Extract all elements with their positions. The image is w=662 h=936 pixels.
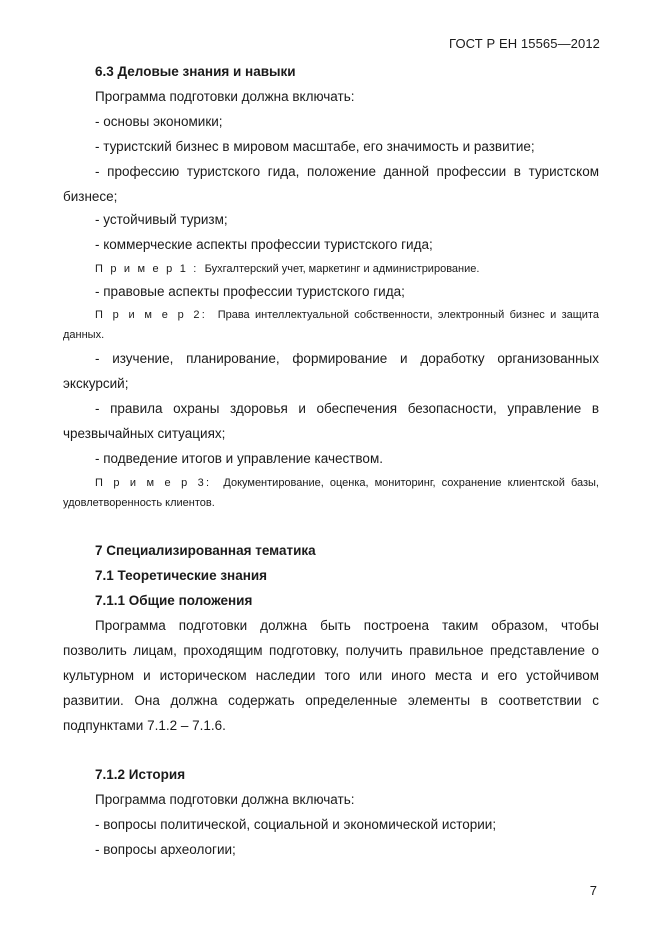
- section-7-heading: 7 Специализированная тематика: [95, 543, 316, 558]
- list-item: - правовые аспекты профессии туристского гида;: [95, 284, 405, 299]
- list-item: - профессию туристского гида, положение данной профессии в туристском бизнесе;: [63, 164, 599, 204]
- list-item: - коммерческие аспекты профессии туристского гида;: [95, 237, 433, 252]
- example-label: П р и м е р 1 :: [95, 263, 199, 275]
- example-text: Бухгалтерский учет, маркетинг и администрирование.: [204, 263, 480, 275]
- example-label: П р и м е р 2:: [95, 309, 207, 321]
- section-7-1-heading: 7.1 Теоретические знания: [95, 568, 268, 583]
- list-item: - правила охраны здоровья и обеспечения безопасности, управление в чрезвычайных ситуациях;: [63, 401, 599, 441]
- example-note: [63, 305, 599, 345]
- section-7-1-2-heading: 7.1.2 История: [95, 767, 186, 782]
- section-7-1-2-intro: Программа подготовки должна включать:: [95, 792, 355, 807]
- list-item: - туристский бизнес в мировом масштабе, его значимость и развитие;: [95, 139, 535, 154]
- list-item: - подведение итогов и управление качеством.: [95, 451, 383, 466]
- section-7-1-1-paragraph: Программа подготовки должна быть построена таким образом, чтобы позволить лицам, проходящим подготовку, получить правильное представление о культурном и историческом наследии того или иного места и его устойчивом развитии. Она должна содержать определенные элементы в соответствии с подпунктами 7.1.2 – 7.1.6.: [63, 618, 599, 733]
- list-item: - основы экономики;: [95, 114, 223, 129]
- list-item: - изучение, планирование, формирование и доработку организованных экскурсий;: [63, 351, 599, 391]
- section-6-3-intro: Программа подготовки должна включать:: [95, 89, 355, 104]
- example-note: [63, 473, 599, 513]
- list-item: - вопросы археологии;: [95, 842, 236, 857]
- page-number: 7: [589, 883, 597, 898]
- section-7-1-1-heading: 7.1.1 Общие положения: [95, 593, 253, 608]
- example-note: [63, 259, 599, 279]
- list-item: - вопросы политической, социальной и экономической истории;: [95, 817, 497, 832]
- example-label: П р и м е р 3:: [95, 477, 212, 489]
- standard-designation: ГОСТ Р ЕН 15565—2012: [449, 36, 600, 51]
- example-text: Права интеллектуальной собственности, электронный бизнес и защита данных.: [63, 309, 599, 341]
- list-item: - устойчивый туризм;: [95, 212, 228, 227]
- section-6-3-heading: 6.3 Деловые знания и навыки: [95, 64, 296, 79]
- example-text: Документирование, оценка, мониторинг, сохранение клиентской базы, удовлетворенность клиентов.: [63, 477, 599, 509]
